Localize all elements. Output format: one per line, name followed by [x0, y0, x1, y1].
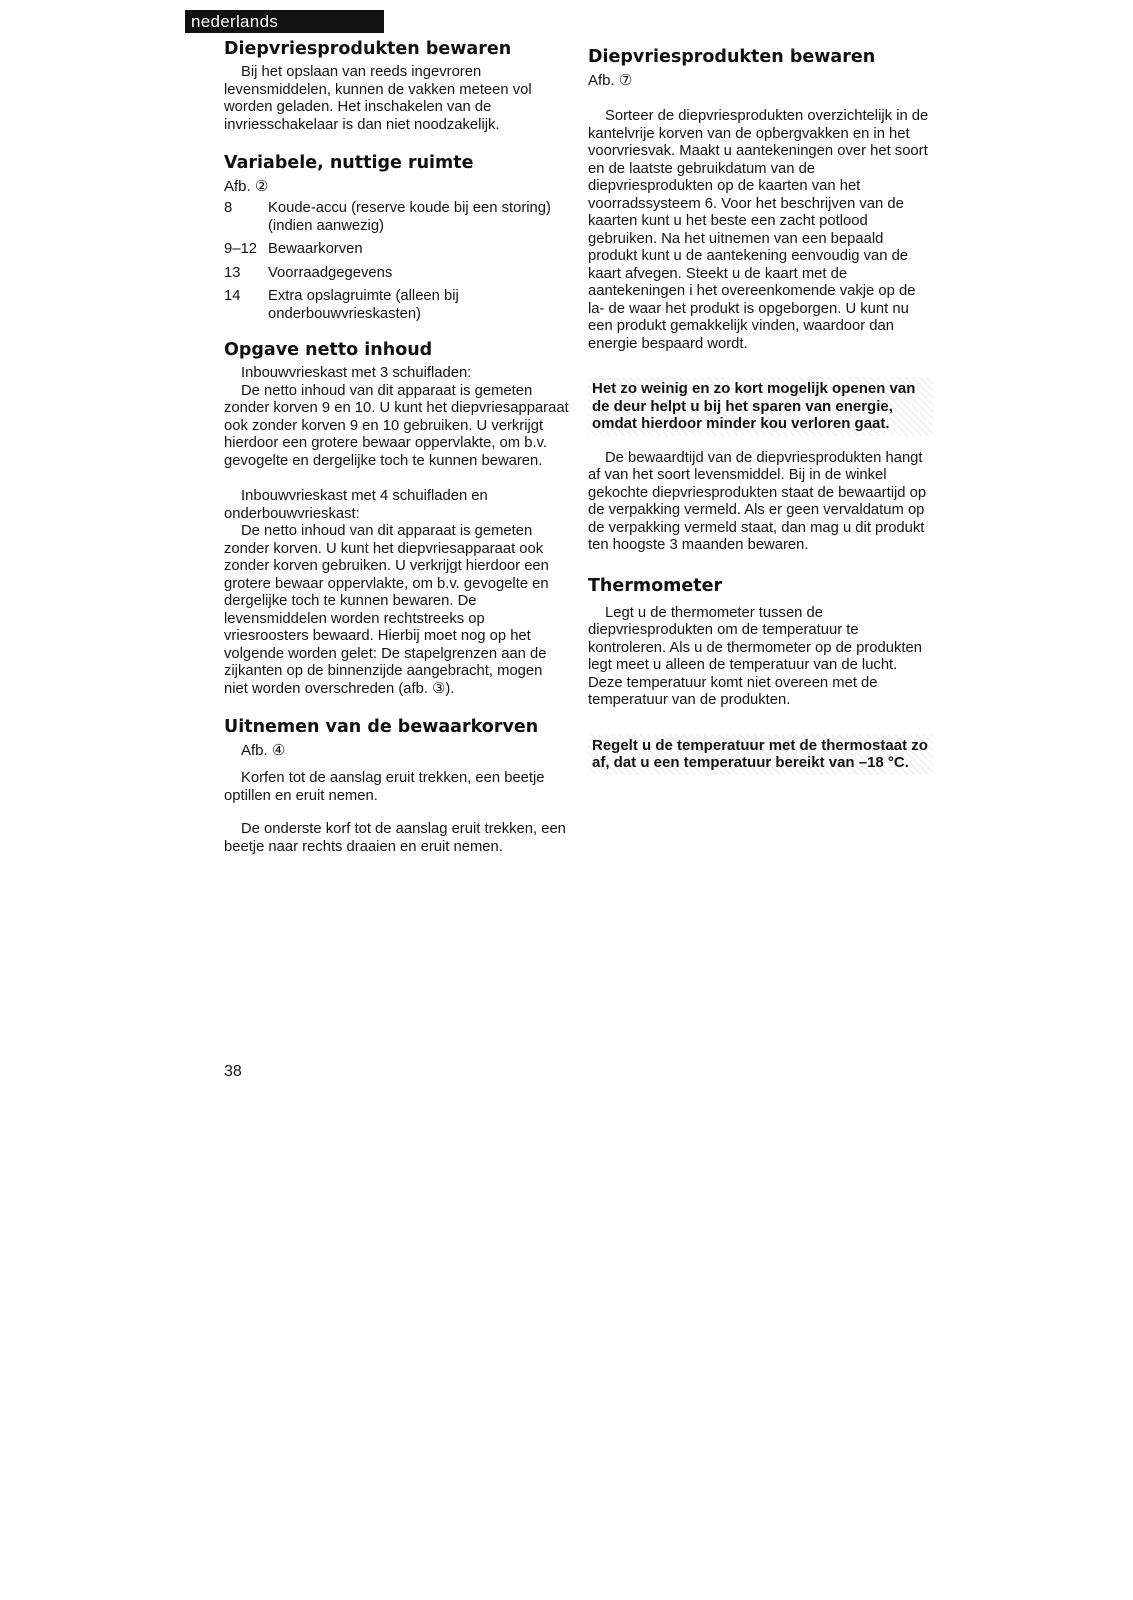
right-column — [588, 46, 933, 775]
section-title: Opgave netto inhoud — [224, 340, 433, 360]
legend-text: Koude-accu (reserve koude bij een storing) (indien aanwezig) — [268, 200, 551, 234]
paragraph: De netto inhoud van dit apparaat is gemeten zonder korven 9 en 10. U kunt het diepvriesapparaat ook zonder korven 9 en 10 gebruiken. U verkrijgt hierdoor een grotere bewaar oppervlakte, om b.v. gevogelte en dergelijke toch te kunnen bewaren. — [224, 382, 569, 469]
section-title: Thermometer — [588, 575, 723, 596]
legend-text: Bewaarkorven — [268, 241, 363, 257]
temperature-note: Regelt u de temperatuur met de thermostaat zo af, dat u een temperatuur bereikt van –18 °C. — [588, 734, 933, 775]
section-title: Uitnemen van de bewaarkorven — [224, 717, 539, 737]
legend-number: 14 — [224, 288, 241, 304]
paragraph-intro: Inbouwvrieskast met 4 schuifladen en onderbouwvrieskast: — [224, 488, 488, 522]
paragraph-intro: Inbouwvrieskast met 3 schuifladen: — [241, 365, 472, 381]
figure-reference: Afb. ④ — [241, 742, 286, 759]
paragraph: Sorteer de diepvriesprodukten overzichtelijk in de kantelvrije korven van de opbergvakken en in het voorvriesvak. Maakt u aantekeningen over het soort en de laatste gebruikdatum van de diepvriesprodukten op de kaarten van het voorradssysteem 6. Voor het beschrijven van de kaarten kunt u het beste een zacht potlood gebruiken. Na het uitnemen van een bepaald produkt kunt u de aantekening eenvoudig van de kaart afvegen. Steekt u de kaart met de aantekeningen i het overeenkomende vakje op de la- de waar het produkt is opgeborgen. U kunt nu een produkt gemakkelijk vinden, waardoor dan energie bespaard wordt. — [588, 108, 929, 352]
energy-note: Het zo weinig en zo kort mogelijk openen van de deur helpt u bij het sparen van energie, omdat hierdoor minder kou verloren gaat. — [588, 377, 933, 436]
legend-item — [224, 288, 569, 323]
paragraph: Korfen tot de aanslag eruit trekken, een beetje optillen en eruit nemen. — [224, 770, 545, 804]
legend-list — [224, 200, 569, 323]
section-title: Variabele, nuttige ruimte — [224, 153, 474, 173]
paragraph: Legt u de thermometer tussen de diepvriesprodukten om de temperatuur te kontroleren. Als u de thermometer op de produkten legt meet u alleen de temperatuur van de lucht. Deze temperatuur komt niet overeen met de temperatuur van de produkten. — [588, 604, 922, 708]
page-number: 38 — [224, 1063, 242, 1080]
section-net-capacity — [224, 339, 569, 698]
legend-number: 9–12 — [224, 241, 257, 257]
legend-number: 13 — [224, 264, 241, 281]
figure-reference: Afb. ⑦ — [588, 72, 633, 89]
legend-item — [224, 200, 569, 235]
legend-item — [224, 265, 569, 283]
language-label: nederlands — [185, 10, 384, 33]
legend-text: Extra opslagruimte (alleen bij onderbouwvrieskasten) — [268, 288, 459, 322]
section-store-frozen-right — [588, 46, 933, 555]
section-remove-baskets — [224, 716, 569, 856]
paragraph: Bij het opslaan van reeds ingevroren levensmiddelen, kunnen de vakken meteen vol worden geladen. Het inschakelen van de invriesschakelaar is dan niet noodzakelijk. — [224, 64, 532, 133]
paragraph: De netto inhoud van dit apparaat is gemeten zonder korven. U kunt het diepvriesapparaat ook zonder korven gebruiken. U verkrijgt hierdoor een grotere bewaar oppervlakte, om b.v. gevogelte en dergelijke toch te kunnen bewaren. De levensmiddelen worden rechtstreeks op vriesroosters bewaard. Hierbij moet nog op het volgende worden gelet: De stapelgrenzen aan de zijkanten op de binnenzijde aangebracht, mogen niet worden overschreden (afb. ③). — [224, 523, 549, 697]
legend-text: Voorraadgegevens — [268, 264, 393, 281]
legend-item — [224, 241, 569, 259]
section-thermometer — [588, 575, 933, 775]
section-title: Diepvriesprodukten bewaren — [224, 39, 512, 59]
left-column — [224, 38, 569, 856]
paragraph: De bewaardtijd van de diepvriesprodukten hangt af van het soort levensmiddel. Bij in de winkel gekochte diepvriesprodukten staat de bewaartijd op de verpakking vermeld. Als er geen vervaldatum op de verpakking vermeld staat, dan mag u dit produkt ten hoogste 3 maanden bewaren. — [588, 449, 927, 553]
figure-reference: Afb. ② — [224, 178, 269, 195]
section-store-frozen-left — [224, 38, 569, 134]
section-title: Diepvriesprodukten bewaren — [588, 47, 876, 67]
paragraph: De onderste korf tot de aanslag eruit trekken, een beetje naar rechts draaien en eruit nemen. — [224, 821, 566, 855]
legend-number: 8 — [224, 200, 233, 216]
section-variable-space — [224, 152, 569, 323]
